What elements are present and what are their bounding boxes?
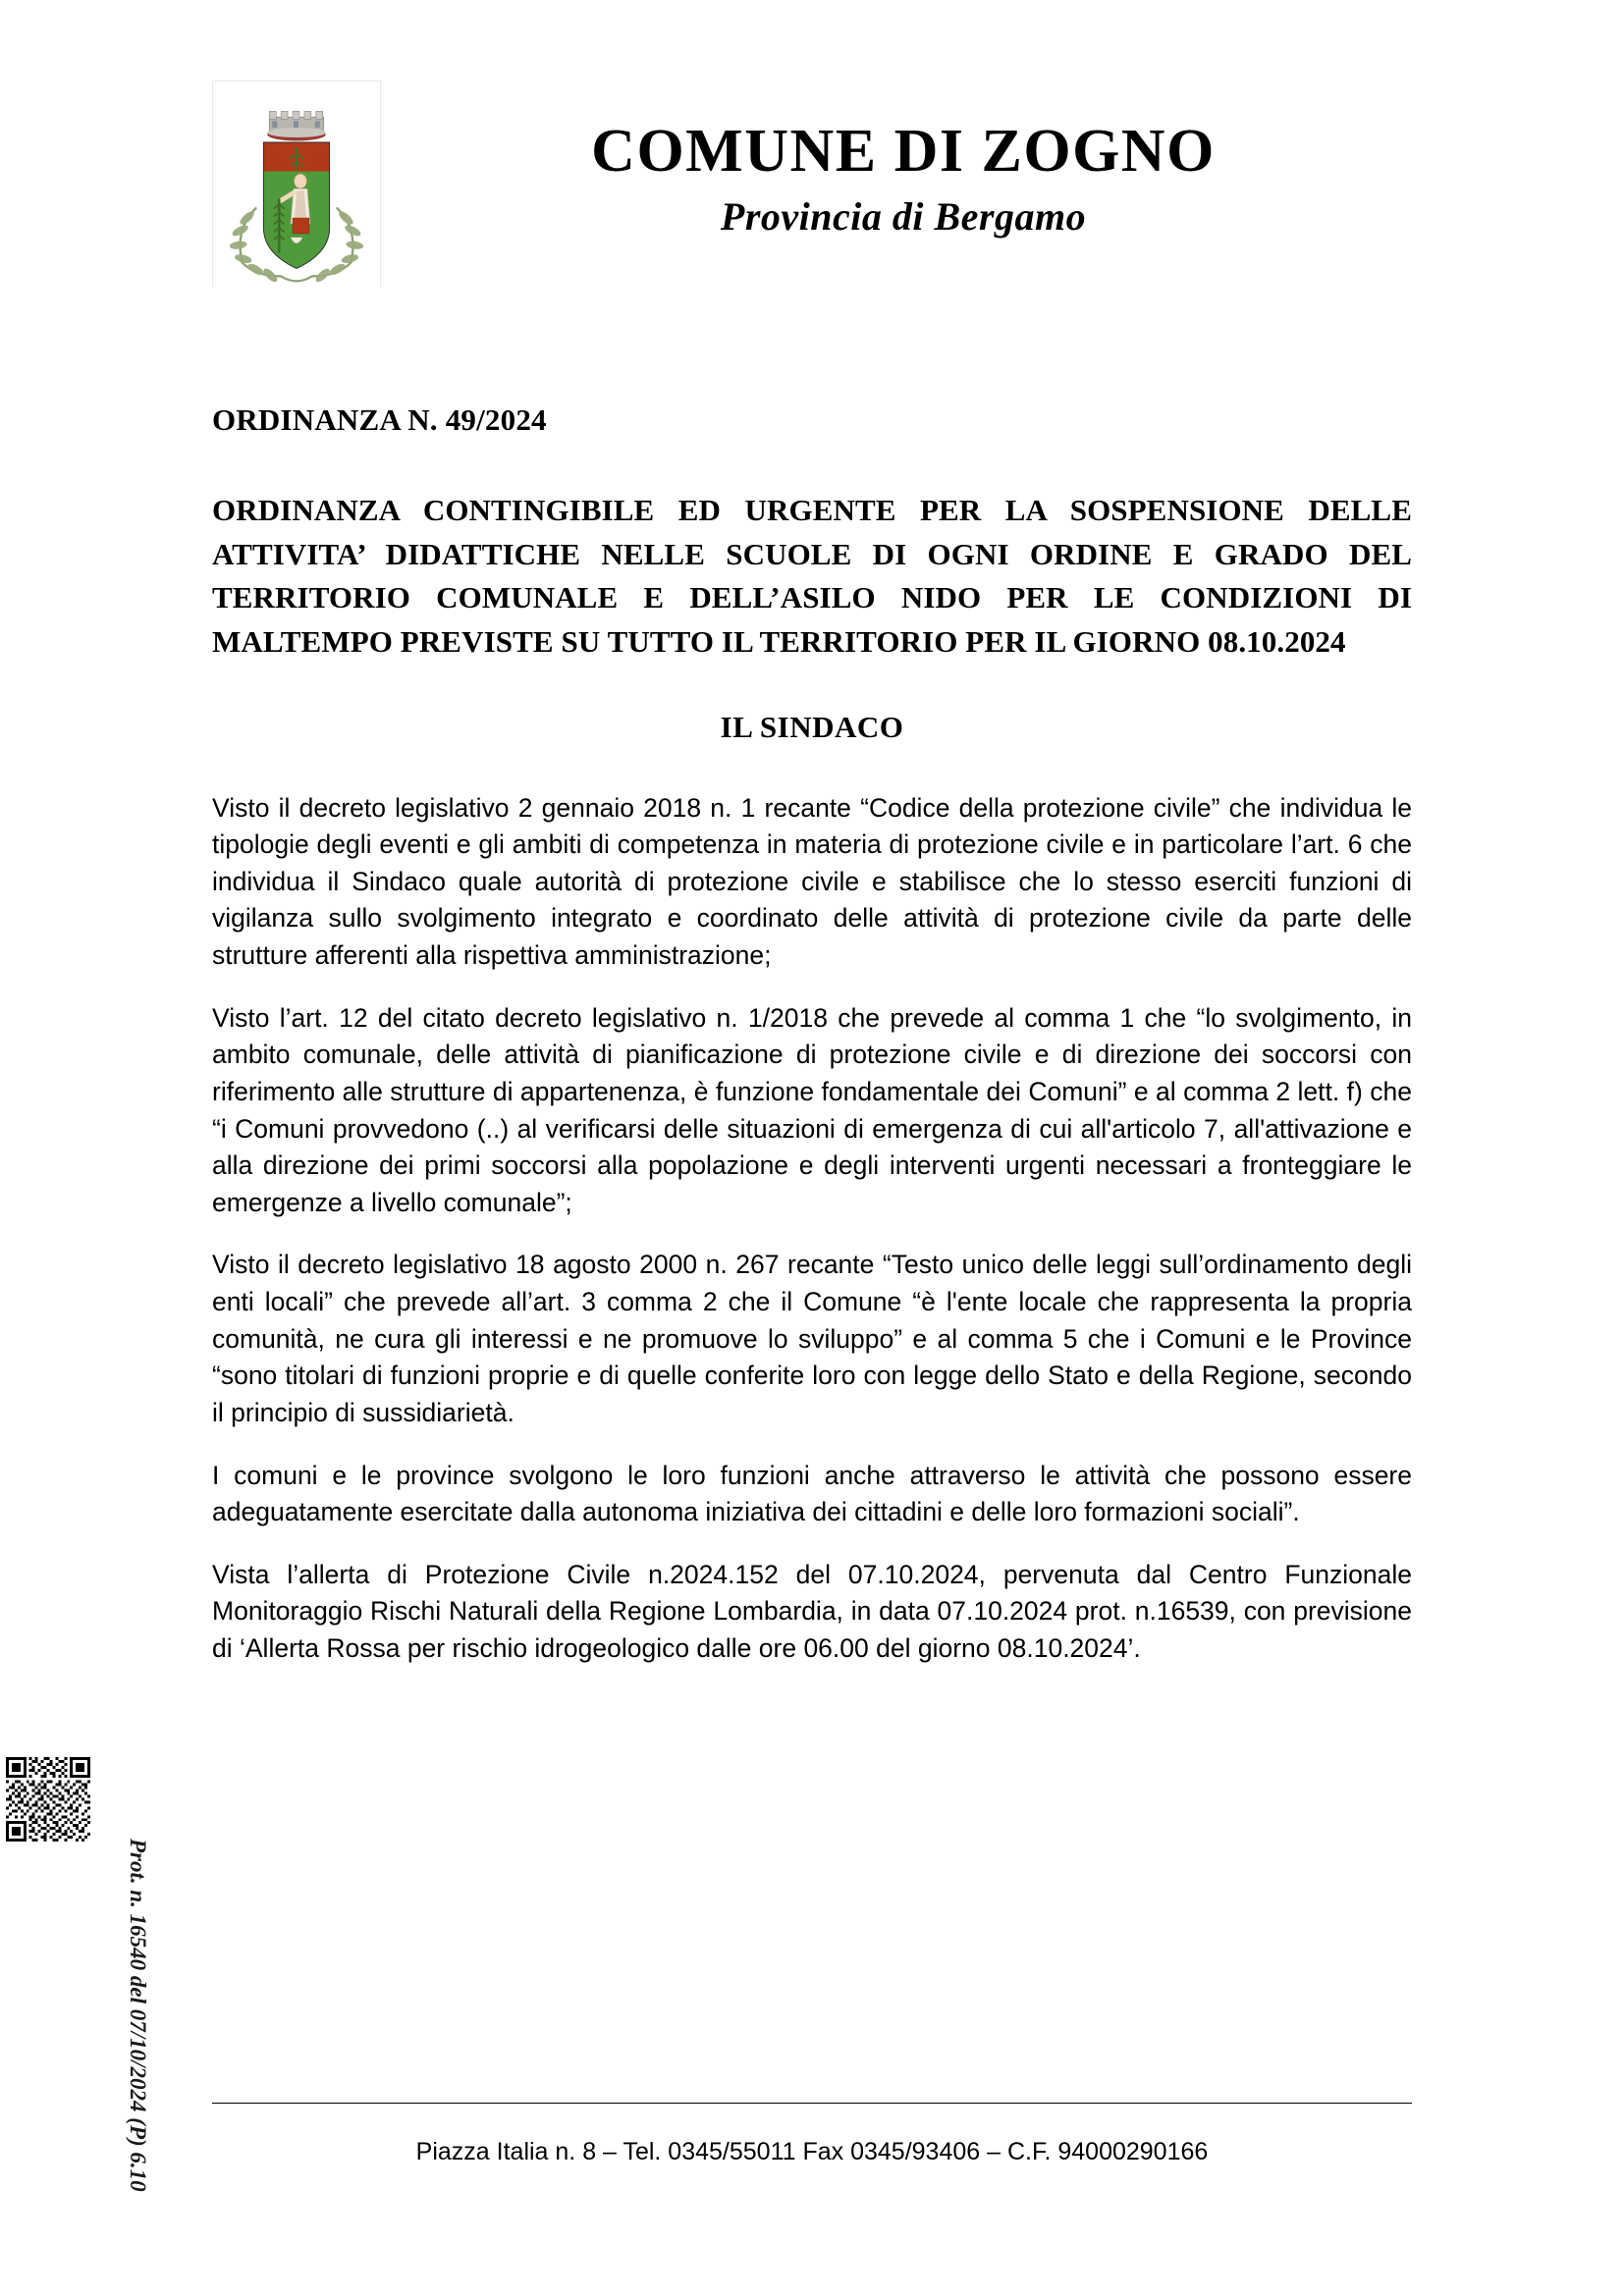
body-paragraph: Vista l’allerta di Protezione Civile n.2024.152 del 07.10.2024, pervenuta dal Centro Funzionale Monitoraggio Rischi Naturali della Regione Lombardia, in data 07.10.2024 prot. n.16539, con previsione di ‘Allerta Rossa per rischio idrogeologico dalle ore 06.00 del giorno 08.10.2024’. (212, 1559, 1412, 1663)
ordinance-number: ORDINANZA N. 49/2024 (212, 402, 547, 437)
coat-of-arms-icon (213, 81, 380, 287)
document-header (0, 61, 1624, 287)
coat-of-arms-image (212, 80, 381, 287)
body-paragraph: I comuni e le province svolgono le loro funzioni anche attraverso le attività che possono essere adeguatamente esercitate dalla autonoma iniziativa dei cittadini e delle loro formazioni sociali”. (212, 1460, 1412, 1527)
ordinance-title: ORDINANZA CONTINGIBILE ED URGENTE PER LA SOSPENSIONE DELLE ATTIVITA’ DIDATTICHE NELLE SCUOLE DI OGNI ORDINE E GRADO DEL TERRITORIO COMUNALE E DELL’ASILO NIDO PER LE CONDIZIONI DI MALTEMPO PREVISTE SU TUTTO IL TERRITORIO PER IL GIORNO 08.10.2024 (212, 493, 1412, 659)
provincia-subtitle: Provincia di Bergamo (720, 194, 1087, 240)
body-paragraph: Visto il decreto legislativo 2 gennaio 2018 n. 1 recante “Codice della protezione civile” che individua le tipologie degli eventi e gli ambiti di competenza in materia di protezione civile e in particolare l’art. 6 che individua il Sindaco quale autorità di protezione civile e stabilisce che lo stesso eserciti funzioni di vigilanza sullo svolgimento integrato e coordinato delle attività di protezione civile da parte delle strutture afferenti alla rispettiva amministrazione; (212, 792, 1412, 970)
comune-title: COMUNE DI ZOGNO (591, 118, 1216, 185)
body-text (212, 790, 1412, 1668)
authority-heading: IL SINDACO (720, 709, 904, 744)
footer-contact-line: Piazza Italia n. 8 – Tel. 0345/55011 Fax 0345/93406 – C.F. 94000290166 (415, 2138, 1209, 2165)
document-content (212, 402, 1412, 1693)
protocol-stamp (6, 1757, 150, 2192)
body-paragraph: Visto il decreto legislativo 18 agosto 2000 n. 267 recante “Testo unico delle leggi sull’ordinamento degli enti locali” che prevede all’art. 3 comma 2 che il Comune “è l'ente locale che rappresenta la propria comunità, ne cura gli interessi e ne promuove lo sviluppo” e al comma 5 che i Comuni e le Province “sono titolari di funzioni proprie e di quelle conferite loro con legge dello Stato e della Regione, secondo il principio di sussidiarietà. (212, 1250, 1412, 1427)
header-title-block (412, 120, 1394, 240)
footer-divider (212, 2103, 1412, 2104)
qr-code-icon (6, 1757, 90, 1842)
body-paragraph: Visto l’art. 12 del citato decreto legislativo n. 1/2018 che prevede al comma 1 che “lo svolgimento, in ambito comunale, delle attività di pianificazione di protezione civile e di direzione dei soccorsi con riferimento alle strutture di appartenenza, è funzione fondamentale dei Comuni” e al comma 2 lett. f) che “i Comuni provvedono (..) al verificarsi delle situazioni di emergenza di cui all'articolo 7, all'attivazione e alla direzione dei primi soccorsi alla popolazione e degli interventi urgenti necessari a fronteggiare le emergenze a livello comunale”; (212, 1002, 1412, 1217)
protocol-number-text: Prot. n. 16540 del 07/10/2024 (P) 6.10 (126, 1839, 150, 2192)
